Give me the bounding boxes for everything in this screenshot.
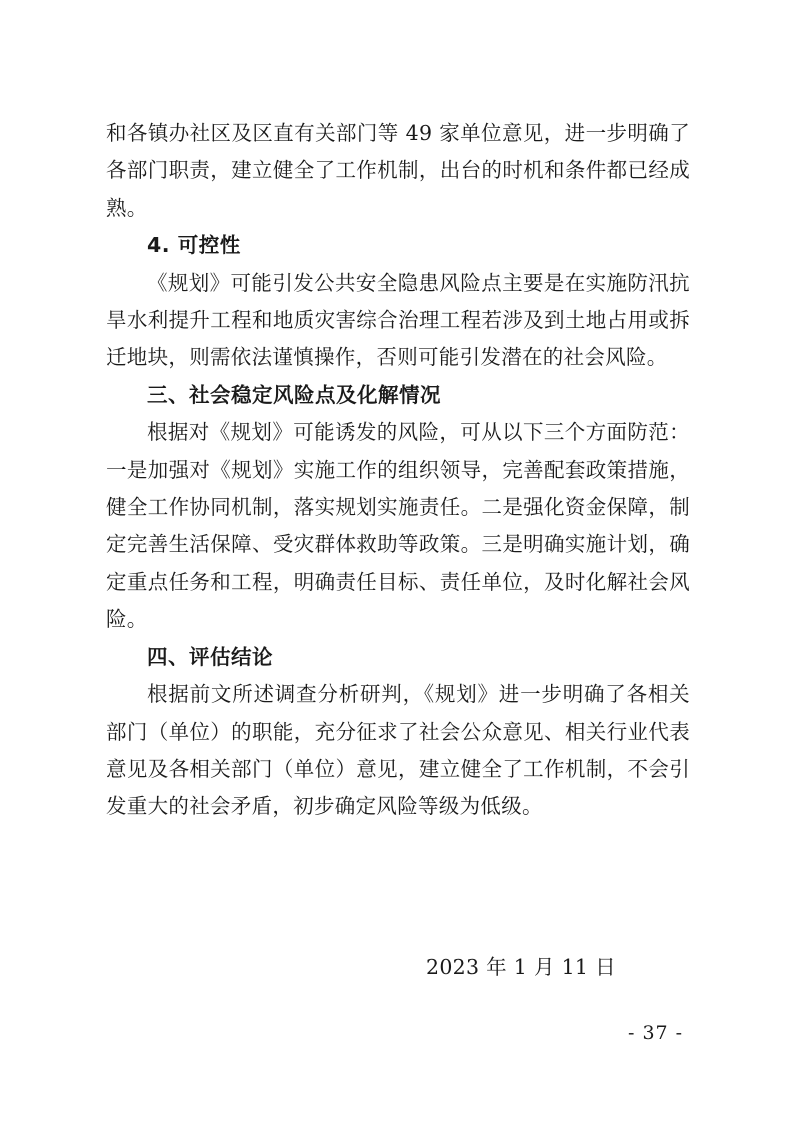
paragraph-risk-points: 根据对《规划》可能诱发的风险，可从以下三个方面防范：一是加强对《规划》实施工作的组织领导，完善配套政策措施，健全工作协同机制，落实规划实施责任。二是强化资金保障，制定完善生活保障、受灾群体救助等政策。三是明确实施计划，确定重点任务和工程，明确责任目标、责任单位，及时化解社会风险。 [106,420,690,632]
paragraph-conclusion: 根据前文所述调查分析研判，《规划》进一步明确了各相关部门（单位）的职能，充分征求了社会公众意见、相关行业代表意见及各相关部门（单位）意见，建立健全了工作机制，不会引发重大的社会矛盾，初步确定风险等级为低级。 [106,682,690,819]
document-body [106,115,690,826]
heading-risk-points: 三、社会稳定风险点及化解情况 [147,382,441,407]
heading-controllability: 4. 可控性 [147,233,241,258]
page-number: - 37 - [628,1022,684,1044]
paragraph-continuation: 和各镇办社区及区直有关部门等 49 家单位意见，进一步明确了各部门职责，建立健全了工作机制，出台的时机和条件都已经成熟。 [106,121,690,220]
paragraph-controllability: 《规划》可能引发公共安全隐患风险点主要是在实施防汛抗旱水利提升工程和地质灾害综合治理工程若涉及到土地占用或拆迁地块，则需依法谨慎操作，否则可能引发潜在的社会风险。 [106,270,690,370]
heading-conclusion: 四、评估结论 [147,644,273,669]
document-date: 2023 年 1 月 11 日 [426,955,616,979]
